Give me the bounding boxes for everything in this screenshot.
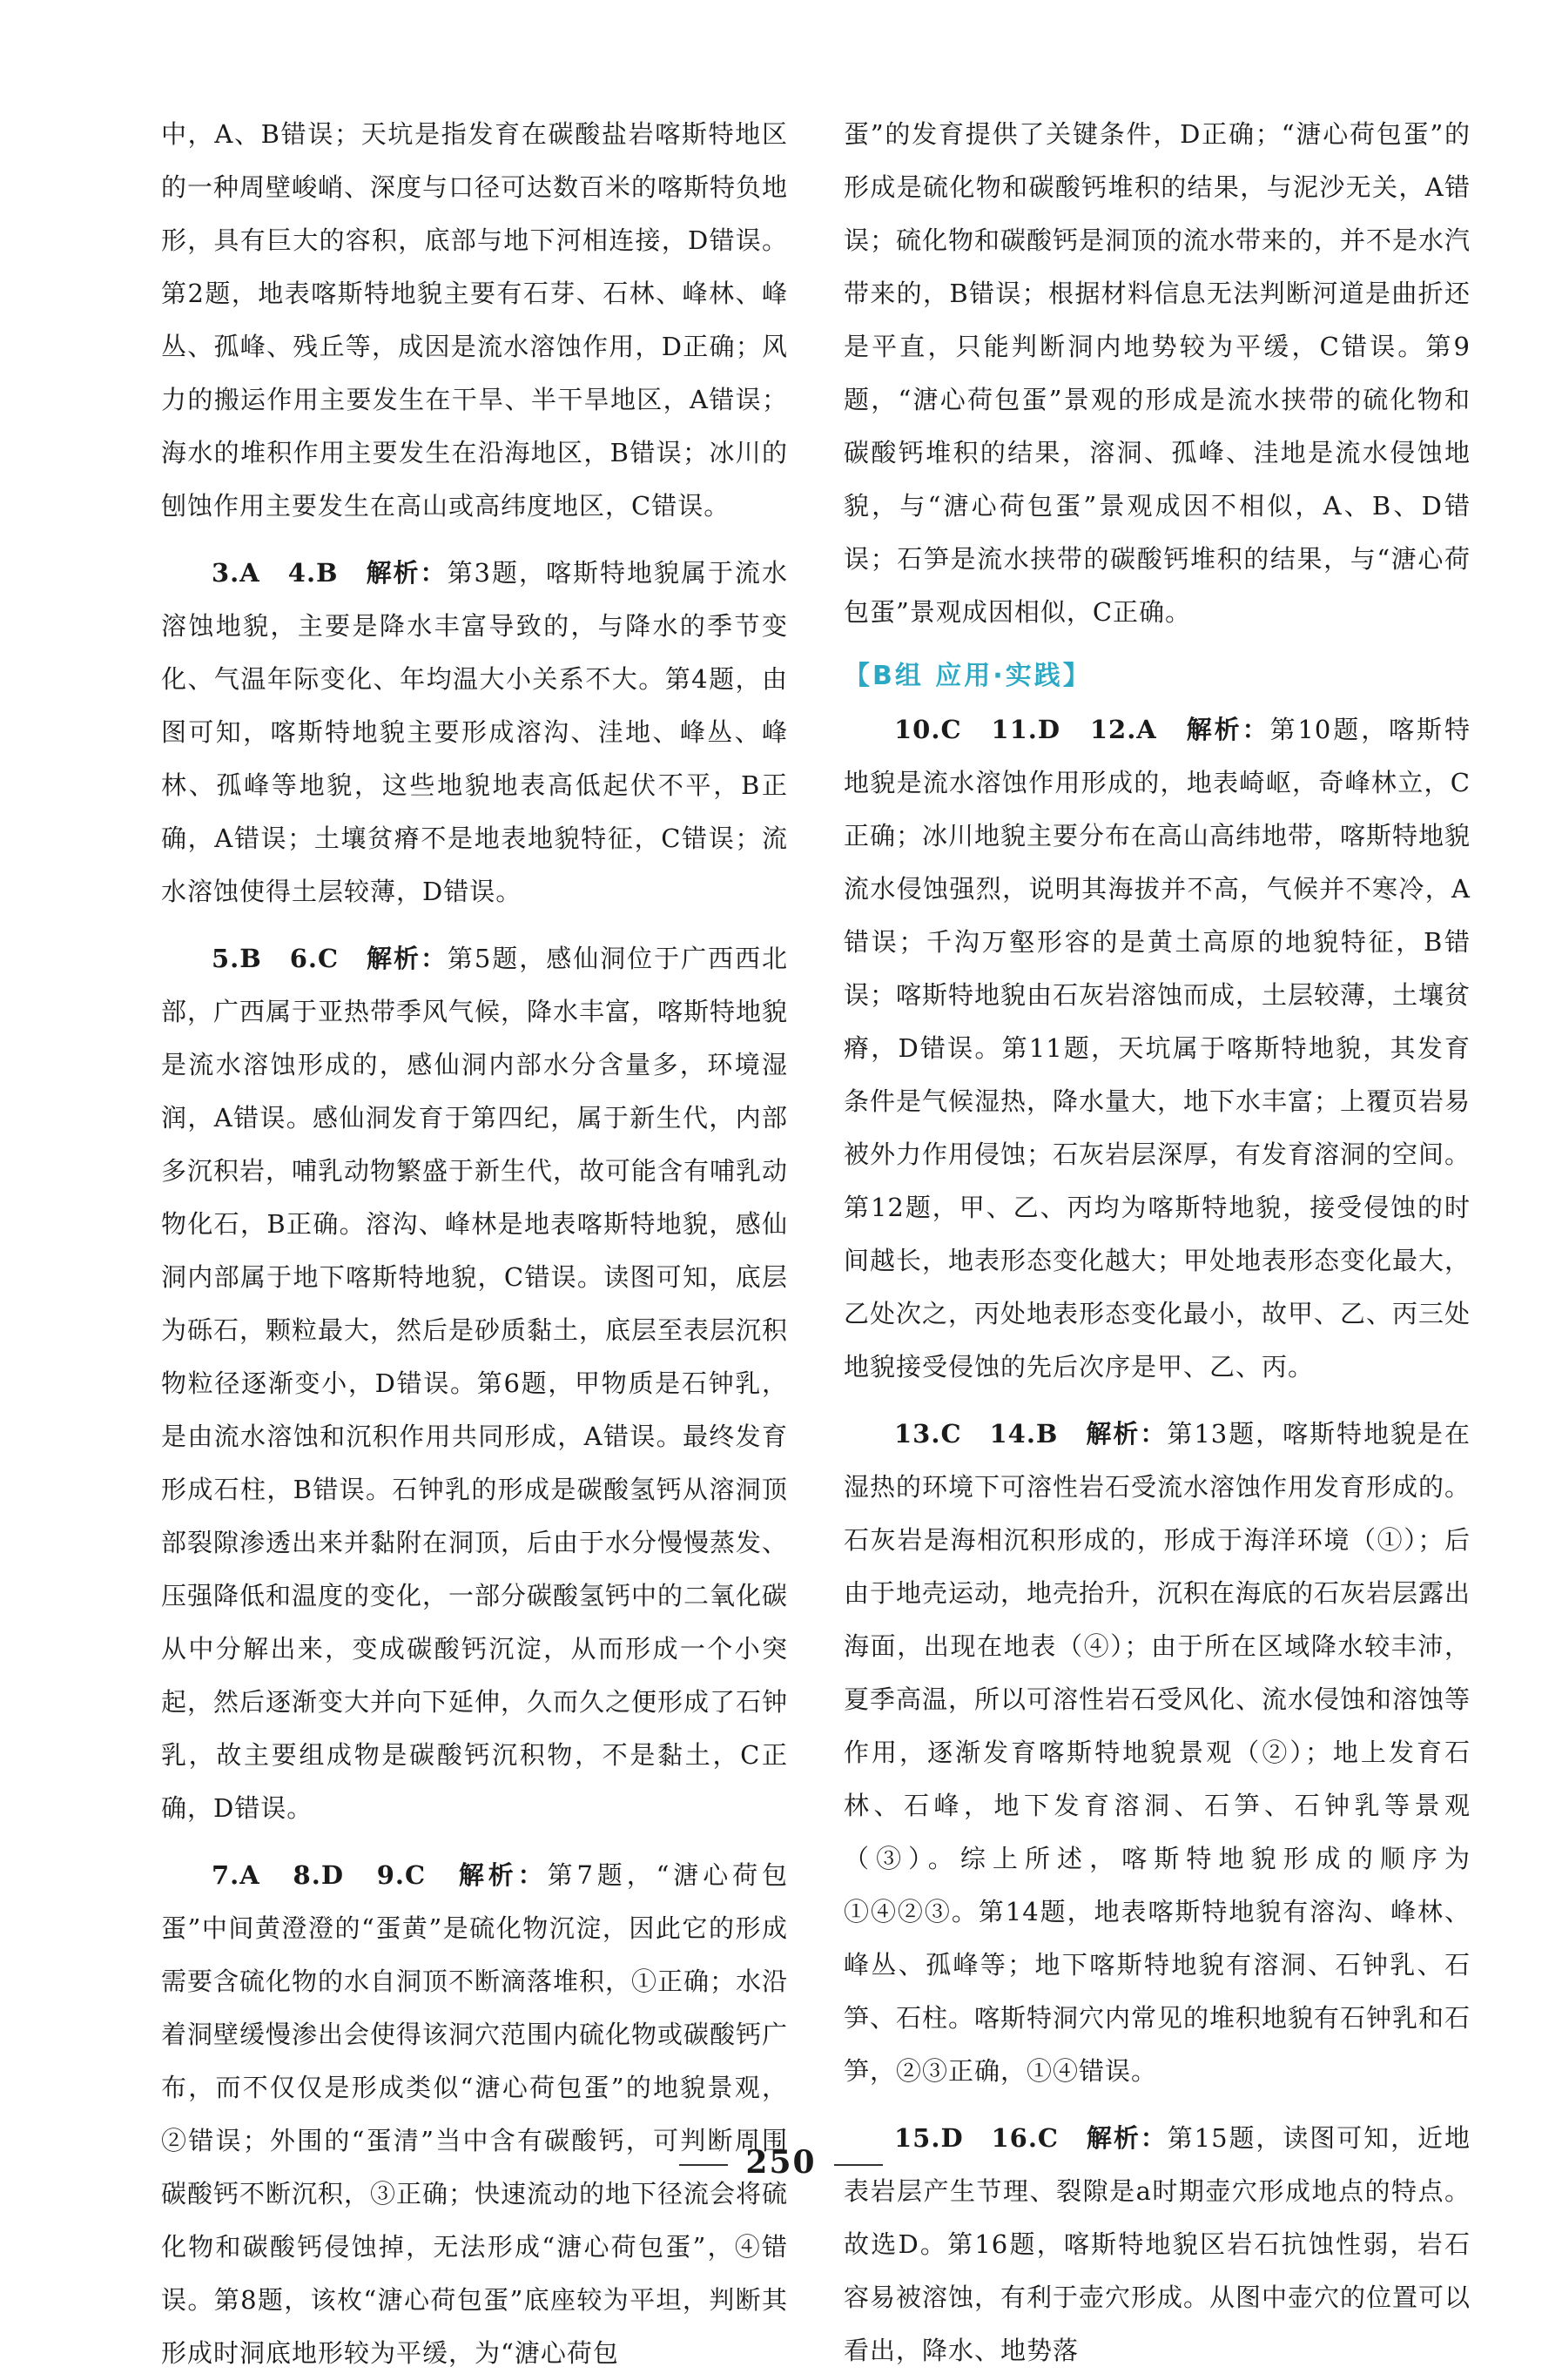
answer-key: 13.C 14.B — [894, 1419, 1059, 1449]
answer-key: 3.A 4.B — [212, 558, 339, 588]
footer-dash-right — [834, 2164, 883, 2166]
analysis-label: 解析： — [367, 944, 448, 973]
left-column — [161, 108, 788, 2380]
answer-key: 10.C 11.D 12.A — [894, 715, 1157, 744]
answer-key: 15.D 16.C — [894, 2123, 1060, 2153]
paragraph-text: 第7题，“溏心荷包蛋”中间黄澄澄的“蛋黄”是硫化物沉淀，因此它的形成需要含硫化物的水自洞顶不断滴落堆积，①正确；水沿着洞壁缓慢渗出会使得该洞穴范围内硫化物或碳酸钙广布，而不仅仅是形成类似“溏心荷包蛋”的地貌景观，②错误；外围的“蛋清”当中含有碳酸钙，可判断周围碳酸钙不断沉积，③正确；快速流动的地下径流会将硫化物和碳酸钙侵蚀掉，无法形成“溏心荷包蛋”，④错误。第8题，该枚“溏心荷包蛋”底座较为平坦，判断其形成时洞底地形较为平缓，为“溏心荷包 — [161, 1860, 789, 2368]
answer-key: 5.B 6.C — [212, 944, 340, 973]
paragraph-text: 第13题，喀斯特地貌是在湿热的环境下可溶性岩石受流水溶蚀作用发育形成的。石灰岩是海相沉积形成的，形成于海洋环境（①）；后由于地壳运动，地壳抬升，沉积在海底的石灰岩层露出海面，出现在地表（④）；由于所在区域降水较丰沛，夏季高温，所以可溶性岩石受风化、流水侵蚀和溶蚀等作用，逐渐发育喀斯特地貌景观（②）；地上发育石林、石峰，地下发育溶洞、石笋、石钟乳等景观（③）。综上所述，喀斯特地貌形成的顺序为①④②③。第14题，地表喀斯特地貌有溶沟、峰林、峰丛、孤峰等；地下喀斯特地貌有溶洞、石钟乳、石笋、石柱。喀斯特洞穴内常见的堆积地貌有石钟乳和石笋，②③正确，①④错误。 — [844, 1419, 1471, 2086]
answer-key: 7.A 8.D 9.C — [212, 1860, 427, 1890]
paragraph — [161, 932, 788, 1835]
paragraph — [161, 108, 788, 533]
footer-dash-left — [679, 2164, 728, 2166]
paragraph-text: 中，A、B错误；天坑是指发育在碳酸盐岩喀斯特地区的一种周壁峻峭、深度与口径可达数百米的喀斯特负地形，具有巨大的容积，底部与地下河相连接，D错误。第2题，地表喀斯特地貌主要有石芽、石林、峰林、峰丛、孤峰、残丘等，成因是流水溶蚀作用，D正确；风力的搬运作用主要发生在干旱、半干旱地区，A错误；海水的堆积作用主要发生在沿海地区，B错误；冰川的刨蚀作用主要发生在高山或高纬度地区，C错误。 — [161, 119, 789, 521]
paragraph — [844, 1408, 1471, 2098]
paragraph-text: 第15题，读图可知，近地表岩层产生节理、裂隙是a时期壶穴形成地点的特点。故选D。第16题，喀斯特地貌区岩石抗蚀性弱，岩石容易被溶蚀，有利于壶穴形成。从图中壶穴的位置可以看出，降水、地势落 — [844, 2123, 1471, 2365]
analysis-label: 解析： — [458, 1860, 548, 1890]
paragraph — [844, 108, 1471, 639]
paragraph-text: 第5题，感仙洞位于广西西北部，广西属于亚热带季风气候，降水丰富，喀斯特地貌是流水溶蚀形成的，感仙洞内部水分含量多，环境湿润，A错误。感仙洞发育于第四纪，属于新生代，内部多沉积岩，哺乳动物繁盛于新生代，故可能含有哺乳动物化石，B正确。溶沟、峰林是地表喀斯特地貌，感仙洞内部属于地下喀斯特地貌，C错误。读图可知，底层为砾石，颗粒最大，然后是砂质黏土，底层至表层沉积物粒径逐渐变小，D错误。第6题，甲物质是石钟乳，是由流水溶蚀和沉积作用共同形成，A错误。最终发育形成石柱，B错误。石钟乳的形成是碳酸氢钙从溶洞顶部裂隙渗透出来并黏附在洞顶，后由于水分慢慢蒸发、压强降低和温度的变化，一部分碳酸氢钙中的二氧化碳从中分解出来，变成碳酸钙沉淀，从而形成一个小突起，然后逐渐变大并向下延伸，久而久之便形成了石钟乳，故主要组成物是碳酸钙沉积物，不是黏土，C正确，D错误。 — [161, 944, 789, 1823]
right-column — [844, 108, 1471, 2377]
paragraph — [844, 703, 1471, 1394]
paragraph — [161, 547, 788, 918]
paragraph-text: 蛋”的发育提供了关键条件，D正确；“溏心荷包蛋”的形成是硫化物和碳酸钙堆积的结果，与泥沙无关，A错误；硫化物和碳酸钙是洞顶的流水带来的，并不是水汽带来的，B错误；根据材料信息无法判断河道是曲折还是平直，只能判断洞内地势较为平缓，C错误。第9题，“溏心荷包蛋”景观的形成是流水挟带的硫化物和碳酸钙堆积的结果，溶洞、孤峰、洼地是流水侵蚀地貌，与“溏心荷包蛋”景观成因不相似，A、B、D错误；石笋是流水挟带的碳酸钙堆积的结果，与“溏心荷包蛋”景观成因相似，C正确。 — [844, 119, 1471, 627]
paragraph-text: 第10题，喀斯特地貌是流水溶蚀作用形成的，地表崎岖，奇峰林立，C正确；冰川地貌主要分布在高山高纬地带，喀斯特地貌流水侵蚀强烈，说明其海拔并不高，气候并不寒冷，A错误；千沟万壑形容的是黄土高原的地貌特征，B错误；喀斯特地貌由石灰岩溶蚀而成，土层较薄，土壤贫瘠，D错误。第11题，天坑属于喀斯特地貌，其发育条件是气候湿热，降水量大，地下水丰富；上覆页岩易被外力作用侵蚀；石灰岩层深厚，有发育溶洞的空间。第12题，甲、乙、丙均为喀斯特地貌，接受侵蚀的时间越长，地表形态变化越大；甲处地表形态变化最大，乙处次之，丙处地表形态变化最小，故甲、乙、丙三处地貌接受侵蚀的先后次序是甲、乙、丙。 — [844, 715, 1471, 1382]
paragraph-text: 第3题，喀斯特地貌属于流水溶蚀地貌，主要是降水丰富导致的，与降水的季节变化、气温年际变化、年均温大小关系不大。第4题，由图可知，喀斯特地貌主要形成溶沟、洼地、峰丛、峰林、孤峰等地貌，这些地貌地表高低起伏不平，B正确，A错误；土壤贫瘠不是地表地貌特征，C错误；流水溶蚀使得土层较薄，D错误。 — [161, 558, 788, 906]
analysis-label: 解析： — [366, 558, 448, 588]
page-number: 250 — [745, 2144, 817, 2181]
paragraph — [161, 1849, 788, 2380]
analysis-label: 解析： — [1086, 2123, 1168, 2153]
section-header: 【B组 应用·实践】 — [844, 661, 1092, 691]
analysis-label: 解析： — [1086, 1419, 1168, 1449]
analysis-label: 解析： — [1186, 715, 1270, 744]
page-footer — [0, 2143, 1562, 2182]
